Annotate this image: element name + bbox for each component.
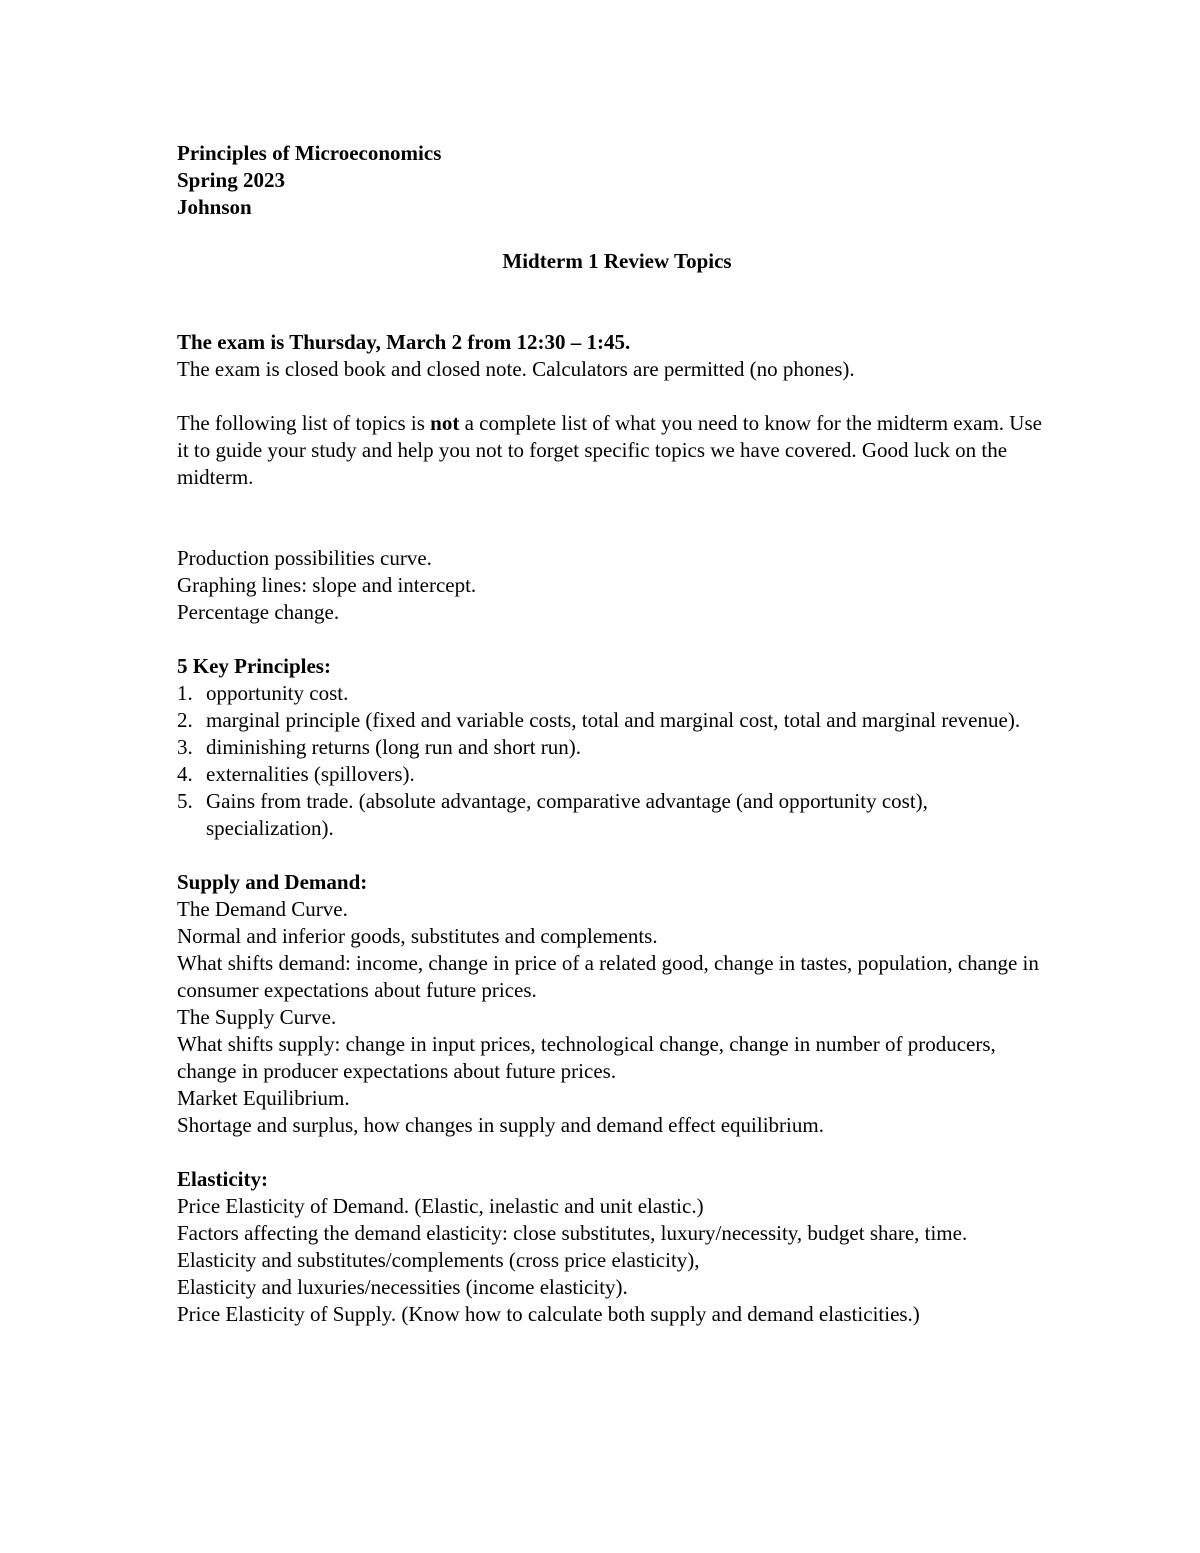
- list-item: [177, 707, 1057, 734]
- list-item-text: marginal principle (fixed and variable costs, total and marginal cost, total and marginal revenue).: [206, 708, 1021, 732]
- elasticity-topic: Price Elasticity of Demand. (Elastic, inelastic and unit elastic.): [177, 1194, 704, 1218]
- term: Spring 2023: [177, 168, 285, 192]
- supply-demand-topic: Market Equilibrium.: [177, 1086, 350, 1110]
- list-item: [177, 734, 1057, 761]
- list-item-text: diminishing returns (long run and short run).: [206, 735, 582, 759]
- exam-rules-line: The exam is closed book and closed note. Calculators are permitted (no phones).: [177, 357, 855, 381]
- document-title: Midterm 1 Review Topics: [502, 249, 732, 273]
- supply-demand-heading: Supply and Demand:: [177, 870, 368, 894]
- list-item-text: opportunity cost.: [206, 681, 349, 705]
- list-number: 3.: [177, 735, 193, 759]
- intro-text-end: a complete list of what you need to know for the midterm exam. Use it to guide your study and help you not to forget specific topics we have covered. Good luck on the midterm.: [177, 411, 1042, 489]
- list-item-text: Gains from trade. (absolute advantage, comparative advantage (and opportunity cost), specialization).: [206, 789, 928, 840]
- intro-text-start: The following list of topics is: [177, 411, 431, 435]
- supply-demand-topic: Normal and inferior goods, substitutes and complements.: [177, 924, 658, 948]
- intro-paragraph: [177, 410, 1057, 491]
- list-number: 2.: [177, 708, 193, 732]
- basic-topic: Graphing lines: slope and intercept.: [177, 573, 477, 597]
- list-number: 4.: [177, 762, 193, 786]
- list-item: [177, 680, 1057, 707]
- intro-emphasis: not: [430, 411, 460, 435]
- list-number: 5.: [177, 789, 193, 813]
- basic-topic: Percentage change.: [177, 600, 340, 624]
- supply-demand-topic: What shifts supply: change in input prices, technological change, change in number of producers, change in producer expectations about future prices.: [177, 1032, 996, 1083]
- course-name: Principles of Microeconomics: [177, 141, 442, 165]
- supply-demand-topic: The Demand Curve.: [177, 897, 348, 921]
- basic-topic: Production possibilities curve.: [177, 546, 432, 570]
- elasticity-topic: Factors affecting the demand elasticity: close substitutes, luxury/necessity, budget share, time.: [177, 1221, 968, 1245]
- elasticity-topic: Price Elasticity of Supply. (Know how to calculate both supply and demand elasticities.): [177, 1302, 920, 1326]
- elasticity-topic: Elasticity and luxuries/necessities (income elasticity).: [177, 1275, 628, 1299]
- instructor: Johnson: [177, 195, 252, 219]
- key-principles-heading: 5 Key Principles:: [177, 654, 331, 678]
- elasticity-heading: Elasticity:: [177, 1167, 268, 1191]
- exam-date-line: The exam is Thursday, March 2 from 12:30 – 1:45.: [177, 330, 631, 354]
- key-principles-list: [177, 680, 1057, 842]
- list-item: [177, 761, 1057, 788]
- list-number: 1.: [177, 681, 193, 705]
- supply-demand-topic: What shifts demand: income, change in price of a related good, change in tastes, population, change in consumer expectations about future prices.: [177, 951, 1039, 1002]
- supply-demand-topic: Shortage and surplus, how changes in supply and demand effect equilibrium.: [177, 1113, 824, 1137]
- supply-demand-topic: The Supply Curve.: [177, 1005, 337, 1029]
- list-item-text: externalities (spillovers).: [206, 762, 415, 786]
- elasticity-topic: Elasticity and substitutes/complements (cross price elasticity),: [177, 1248, 700, 1272]
- document-page: [177, 140, 1057, 1328]
- list-item: [177, 788, 1057, 842]
